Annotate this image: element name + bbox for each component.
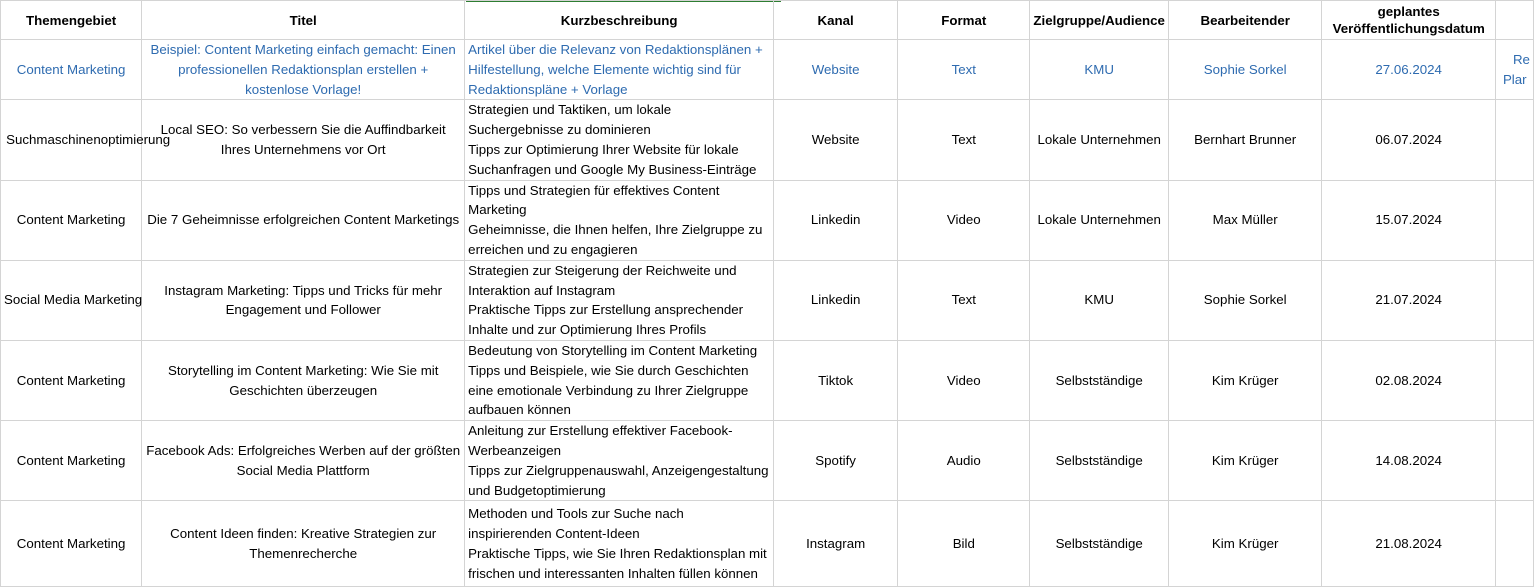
cell-format[interactable]: Text: [898, 260, 1030, 340]
header-datum-line1: geplantes: [1377, 4, 1440, 19]
cell-bearbeitender[interactable]: Kim Krüger: [1168, 501, 1321, 587]
table-row: [1, 260, 1534, 340]
cell-zielgruppe[interactable]: Selbstständige: [1030, 421, 1169, 501]
header-datum-line2: Veröffentlichungsdatum: [1332, 21, 1485, 36]
cell-datum[interactable]: 15.07.2024: [1322, 180, 1496, 260]
cell-kanal[interactable]: Spotify: [774, 421, 898, 501]
table-row: [1, 421, 1534, 501]
cell-kurzbeschreibung[interactable]: [465, 40, 774, 100]
cell-themengebiet-text: Social Media Marketing: [4, 292, 143, 308]
cell-themengebiet[interactable]: [1, 40, 142, 100]
table-row: [1, 40, 1534, 100]
cell-themengebiet-text: Content Marketing: [16, 212, 126, 228]
cell-themengebiet[interactable]: [1, 340, 142, 420]
cell-extra[interactable]: [1495, 340, 1533, 420]
cell-zielgruppe[interactable]: Lokale Unternehmen: [1030, 100, 1169, 180]
table-row: [1, 100, 1534, 180]
kurzbeschreibung-line: Tipps zur Optimierung Ihrer Website für lokale Suchanfragen und Google My Business-Einträge: [468, 141, 757, 177]
cell-zielgruppe[interactable]: Lokale Unternehmen: [1030, 180, 1169, 260]
cell-zielgruppe[interactable]: Selbstständige: [1030, 501, 1169, 587]
cell-bearbeitender[interactable]: Kim Krüger: [1168, 421, 1321, 501]
cell-format[interactable]: Text: [898, 40, 1030, 100]
header-extra[interactable]: [1495, 1, 1533, 40]
cell-themengebiet-text: Suchmaschinenoptimierung: [6, 132, 171, 148]
kurzbeschreibung-line: Methoden und Tools zur Suche nach inspirierenden Content-Ideen: [468, 506, 684, 542]
cell-kanal[interactable]: Linkedin: [774, 260, 898, 340]
cell-format[interactable]: Text: [898, 100, 1030, 180]
cell-themengebiet[interactable]: [1, 260, 142, 340]
kurzbeschreibung-line: Geheimnisse, die Ihnen helfen, Ihre Zielgruppe zu erreichen und zu engagieren: [468, 222, 763, 257]
table-row: [1, 340, 1534, 420]
cell-extra[interactable]: [1495, 421, 1533, 501]
cell-titel[interactable]: Content Ideen finden: Kreative Strategien zur Themenrecherche: [142, 501, 465, 587]
cell-datum[interactable]: 06.07.2024: [1322, 100, 1496, 180]
kurzbeschreibung-line: Artikel über die Relevanz von Redaktionsplänen + Hilfestellung, welche Elemente wichtig sind für Redaktionspläne + Vorlage: [468, 42, 763, 97]
cell-kanal[interactable]: Instagram: [774, 501, 898, 587]
cell-kurzbeschreibung[interactable]: [465, 100, 774, 180]
cell-kanal[interactable]: Website: [774, 100, 898, 180]
cell-themengebiet-text: Content Marketing: [16, 452, 126, 468]
cell-titel[interactable]: Facebook Ads: Erfolgreiches Werben auf der größten Social Media Plattform: [142, 421, 465, 501]
cell-themengebiet-text: Content Marketing: [16, 372, 126, 388]
cell-bearbeitender[interactable]: Sophie Sorkel: [1168, 40, 1321, 100]
table-row: [1, 180, 1534, 260]
header-titel[interactable]: Titel: [142, 1, 465, 40]
kurzbeschreibung-line: Tipps und Beispiele, wie Sie durch Geschichten eine emotionale Verbindung zu Ihrer Zielgruppe aufbauen können: [468, 362, 749, 418]
cell-kurzbeschreibung[interactable]: [465, 501, 774, 587]
cell-bearbeitender[interactable]: Sophie Sorkel: [1168, 260, 1321, 340]
kurzbeschreibung-line: Strategien und Taktiken, um lokale Suchergebnisse zu dominieren: [468, 102, 672, 138]
cell-extra[interactable]: [1495, 501, 1533, 587]
cell-zielgruppe[interactable]: KMU: [1030, 260, 1169, 340]
cell-titel[interactable]: Storytelling im Content Marketing: Wie Sie mit Geschichten überzeugen: [142, 340, 465, 420]
cell-bearbeitender[interactable]: Bernhart Brunner: [1168, 100, 1321, 180]
cell-themengebiet[interactable]: [1, 100, 171, 180]
kurzbeschreibung-line: Praktische Tipps zur Erstellung ansprechender Inhalte und zur Optimierung Ihres Profils: [468, 302, 744, 338]
header-bearbeitender[interactable]: Bearbeitender: [1168, 1, 1321, 40]
cell-titel[interactable]: Die 7 Geheimnisse erfolgreichen Content Marketings: [142, 180, 465, 260]
cell-extra[interactable]: [1495, 180, 1533, 260]
cell-kanal[interactable]: Tiktok: [774, 340, 898, 420]
cell-extra[interactable]: [1495, 260, 1533, 340]
cell-themengebiet-text: Content Marketing: [16, 535, 126, 551]
cell-kurzbeschreibung[interactable]: [465, 421, 774, 501]
cell-datum[interactable]: 21.07.2024: [1322, 260, 1496, 340]
cell-titel[interactable]: Beispiel: Content Marketing einfach gemacht: Einen professionellen Redaktionsplan erstellen + kostenlose Vorlage!: [142, 40, 465, 100]
cell-format[interactable]: Video: [898, 340, 1030, 420]
cell-themengebiet[interactable]: [1, 421, 142, 501]
kurzbeschreibung-line: Tipps und Strategien für effektives Content Marketing: [468, 182, 720, 218]
kurzbeschreibung-line: Bedeutung von Storytelling im Content Marketing: [468, 342, 758, 358]
cell-format[interactable]: Audio: [898, 421, 1030, 501]
cell-datum[interactable]: 27.06.2024: [1322, 40, 1496, 100]
cell-extra[interactable]: [1495, 40, 1533, 100]
cell-format[interactable]: Bild: [898, 501, 1030, 587]
kurzbeschreibung-line: Praktische Tipps, wie Sie Ihren Redaktionsplan mit frischen und interessanten Inhalten füllen können: [468, 545, 767, 581]
header-row: [1, 1, 1534, 40]
cell-titel[interactable]: Instagram Marketing: Tipps und Tricks für mehr Engagement und Follower: [142, 260, 465, 340]
cell-kanal[interactable]: Website: [774, 40, 898, 100]
header-themengebiet[interactable]: Themengebiet: [1, 1, 142, 40]
cell-themengebiet[interactable]: [1, 180, 142, 260]
cell-kurzbeschreibung[interactable]: [465, 180, 774, 260]
cell-themengebiet[interactable]: [1, 501, 142, 587]
header-format[interactable]: Format: [898, 1, 1030, 40]
kurzbeschreibung-line: Tipps zur Zielgruppenauswahl, Anzeigengestaltung und Budgetoptimierung: [468, 462, 769, 498]
cell-kurzbeschreibung[interactable]: [465, 260, 774, 340]
header-datum[interactable]: [1322, 1, 1496, 40]
kurzbeschreibung-line: Strategien zur Steigerung der Reichweite und Interaktion auf Instagram: [468, 262, 737, 298]
cell-zielgruppe[interactable]: KMU: [1030, 40, 1169, 100]
cell-extra-line1: Re: [1512, 51, 1530, 67]
cell-format[interactable]: Video: [898, 180, 1030, 260]
cell-zielgruppe[interactable]: Selbstständige: [1030, 340, 1169, 420]
header-zielgruppe[interactable]: Zielgruppe/Audience: [1030, 1, 1169, 40]
cell-bearbeitender[interactable]: Max Müller: [1168, 180, 1321, 260]
cell-datum[interactable]: 21.08.2024: [1322, 501, 1496, 587]
cell-kanal[interactable]: Linkedin: [774, 180, 898, 260]
header-kurzbeschreibung[interactable]: Kurzbeschreibung: [465, 1, 774, 40]
cell-kurzbeschreibung[interactable]: [465, 340, 774, 420]
cell-datum[interactable]: 14.08.2024: [1322, 421, 1496, 501]
header-kanal[interactable]: Kanal: [774, 1, 898, 40]
cell-extra[interactable]: [1495, 100, 1533, 180]
cell-titel[interactable]: Local SEO: So verbessern Sie die Auffindbarkeit Ihres Unternehmens vor Ort: [142, 100, 465, 180]
cell-bearbeitender[interactable]: Kim Krüger: [1168, 340, 1321, 420]
kurzbeschreibung-line: Anleitung zur Erstellung effektiver Facebook-Werbeanzeigen: [468, 423, 733, 458]
cell-datum[interactable]: 02.08.2024: [1322, 340, 1496, 420]
cell-extra-line2: Plar: [1502, 71, 1527, 87]
table-row: [1, 501, 1534, 587]
cell-themengebiet-text: Content Marketing: [16, 61, 126, 77]
